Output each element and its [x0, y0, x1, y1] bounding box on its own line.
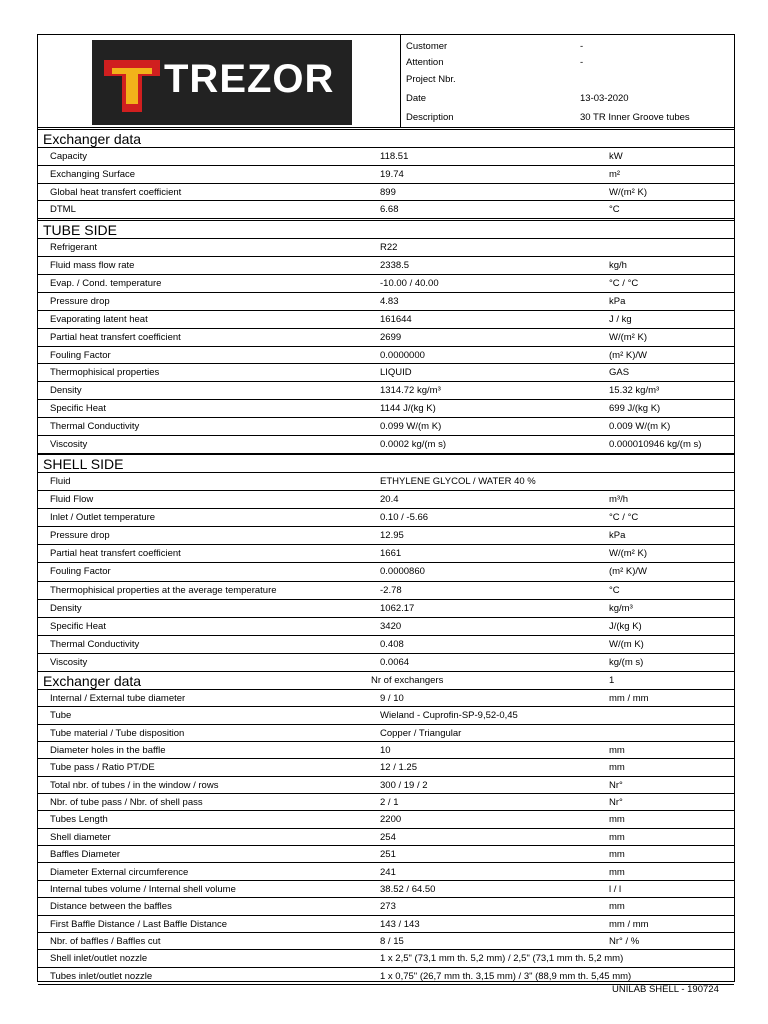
table-row: [38, 916, 734, 933]
row-unit: W/(m² K): [609, 331, 647, 343]
row-value: 0.10 / -5.66: [380, 512, 429, 524]
row-unit: m³/h: [609, 494, 628, 506]
table-row: [38, 898, 734, 915]
row-unit: kW: [609, 151, 623, 162]
table-row: [38, 527, 734, 545]
logo-text: TREZOR: [164, 57, 335, 101]
row-label: Shell diameter: [50, 831, 111, 843]
nr-exchangers-label: Nr of exchangers: [371, 675, 444, 686]
row-unit: mm: [609, 831, 625, 843]
row-value: 9 / 10: [380, 693, 404, 704]
table-row: [38, 491, 734, 509]
table-row: [38, 654, 734, 672]
nr-exchangers-value: 1: [609, 675, 615, 686]
table-row: [38, 829, 734, 846]
table-row: [38, 600, 734, 618]
row-value: 0.0064: [380, 656, 410, 668]
table-row: [38, 166, 734, 184]
row-unit: mm: [609, 901, 625, 913]
customer-value: -: [580, 41, 584, 52]
row-unit: °C: [609, 204, 620, 216]
row-label: Shell inlet/outlet nozzle: [50, 953, 148, 965]
row-label: Partial heat transfert coefficient: [50, 548, 181, 560]
table-row: [38, 690, 734, 707]
section-title: Exchanger data: [43, 131, 142, 147]
row-label: Specific Heat: [50, 403, 106, 415]
row-label: Nbr. of baffles / Baffles cut: [50, 935, 161, 947]
row-value: 0.0000000: [380, 349, 425, 361]
attention-value: -: [580, 57, 584, 68]
row-unit: mm / mm: [609, 918, 649, 930]
row-value: 273: [380, 901, 396, 913]
row-label: First Baffle Distance / Last Baffle Distance: [50, 918, 228, 930]
row-label: Density: [50, 602, 82, 614]
row-label: Pressure drop: [50, 530, 110, 542]
section-tube-side: [38, 220, 734, 239]
row-value: 2338.5: [380, 259, 410, 271]
row-label: Total nbr. of tubes / in the window / rows: [50, 779, 219, 791]
row-value: 20.4: [380, 494, 399, 506]
table-row: [38, 811, 734, 828]
row-unit: mm: [609, 745, 625, 757]
row-unit: mm / mm: [609, 693, 649, 704]
footer-text: UNILAB SHELL - 190724: [612, 984, 719, 995]
row-unit: 0.009 W/(m K): [609, 421, 671, 433]
row-unit: J/(kg K): [609, 620, 642, 632]
customer-label: Customer: [406, 41, 448, 52]
table-row: [38, 950, 734, 967]
table-row: [38, 777, 734, 794]
table-row: [38, 400, 734, 418]
section-title: SHELL SIDE: [43, 456, 124, 472]
table-row: [38, 311, 734, 329]
row-label: Internal / External tube diameter: [50, 693, 186, 704]
table-row: [38, 293, 734, 311]
row-value: 1144 J/(kg K): [380, 403, 436, 415]
row-label: Internal tubes volume / Internal shell volume: [50, 883, 236, 895]
row-label: Tubes inlet/outlet nozzle: [50, 970, 153, 982]
row-value: LIQUID: [380, 367, 412, 379]
row-value: 38.52 / 64.50: [380, 883, 436, 895]
row-label: Fluid Flow: [50, 494, 94, 506]
row-unit: GAS: [609, 367, 630, 379]
table-row: [38, 707, 734, 724]
row-value: 0.099 W/(m K): [380, 421, 442, 433]
row-value: 1661: [380, 548, 402, 560]
table-row: [38, 364, 734, 382]
row-label: Fluid mass flow rate: [50, 259, 135, 271]
table-row: [38, 473, 734, 491]
row-label: Capacity: [50, 151, 87, 162]
section-title: TUBE SIDE: [43, 222, 117, 238]
row-value: 12.95: [380, 530, 404, 542]
table-row: [38, 201, 734, 219]
row-label: Viscosity: [50, 656, 88, 668]
row-unit: W/(m K): [609, 638, 644, 650]
row-label: DTML: [50, 204, 76, 216]
table-row: [38, 846, 734, 863]
row-value: 1062.17: [380, 602, 415, 614]
row-unit: kg/h: [609, 259, 627, 271]
table-row: [38, 382, 734, 400]
row-unit: Nr°: [609, 779, 623, 791]
row-value: 899: [380, 186, 396, 198]
row-unit: m²: [609, 168, 621, 180]
row-label: Fouling Factor: [50, 349, 111, 361]
table-row: [38, 759, 734, 776]
row-label: Tube material / Tube disposition: [50, 727, 185, 739]
row-value: Copper / Triangular: [380, 727, 462, 739]
section-title: Exchanger data: [43, 673, 142, 689]
row-unit: l / l: [609, 883, 622, 895]
row-value: 0.0002 kg/(m s): [380, 439, 446, 451]
table-row: [38, 636, 734, 654]
row-label: Thermophisical properties: [50, 367, 160, 379]
row-value: 4.83: [380, 295, 399, 307]
table-row: [38, 509, 734, 527]
table-row: [38, 329, 734, 347]
row-value: 12 / 1.25: [380, 762, 417, 774]
row-value: 251: [380, 849, 396, 861]
table-row: [38, 881, 734, 898]
row-label: Exchanging Surface: [50, 168, 136, 180]
table-row: [38, 148, 734, 166]
row-unit: kPa: [609, 530, 626, 542]
table-row: [38, 184, 734, 202]
row-value: -10.00 / 40.00: [380, 277, 439, 289]
row-unit: kg/(m s): [609, 656, 644, 668]
table-row: [38, 968, 734, 985]
description-value: 30 TR Inner Groove tubes: [580, 112, 690, 123]
row-value: 2699: [380, 331, 402, 343]
row-unit: °C / °C: [609, 512, 639, 524]
table-row: [38, 864, 734, 881]
row-label: Nbr. of tube pass / Nbr. of shell pass: [50, 797, 203, 809]
row-value: 0.408: [380, 638, 404, 650]
row-label: Tubes Length: [50, 814, 108, 826]
table-row: [38, 725, 734, 742]
logo-mark-icon: [102, 54, 162, 114]
section-shell-side: [38, 454, 734, 473]
table-row: [38, 275, 734, 293]
row-value: 1 x 0,75" (26,7 mm th. 3,15 mm) / 3" (88,9 mm th. 5,45 mm): [380, 970, 632, 982]
table-row: [38, 618, 734, 636]
section-exchanger-data: [38, 129, 734, 148]
row-label: Inlet / Outlet temperature: [50, 512, 156, 524]
row-value: 6.68: [380, 204, 399, 216]
row-label: Partial heat transfert coefficient: [50, 331, 181, 343]
row-value: 3420: [380, 620, 402, 632]
row-unit: J / kg: [609, 313, 632, 325]
row-label: Thermophisical properties at the average temperature: [50, 584, 277, 596]
row-unit: mm: [609, 762, 625, 774]
row-value: 241: [380, 866, 396, 878]
row-unit: W/(m² K): [609, 186, 647, 198]
table-row: [38, 563, 734, 581]
table-row: [38, 794, 734, 811]
row-value: 300 / 19 / 2: [380, 779, 428, 791]
row-unit: W/(m² K): [609, 548, 647, 560]
row-unit: 15.32 kg/m³: [609, 385, 660, 397]
company-logo: [92, 40, 352, 125]
date-label: Date: [406, 93, 427, 104]
table-row: [38, 545, 734, 563]
row-value: 2 / 1: [380, 797, 399, 809]
row-label: Thermal Conductivity: [50, 421, 140, 433]
row-label: Pressure drop: [50, 295, 110, 307]
project-label: Project Nbr.: [406, 74, 456, 85]
table-row: [38, 239, 734, 257]
row-value: -2.78: [380, 584, 402, 596]
row-label: Viscosity: [50, 439, 88, 451]
row-unit: °C / °C: [609, 277, 639, 289]
row-label: Evaporating latent heat: [50, 313, 148, 325]
table-row: [38, 418, 734, 436]
row-unit: Nr°: [609, 797, 623, 809]
row-label: Global heat transfert coefficient: [50, 186, 182, 198]
row-label: Diameter holes in the baffle: [50, 745, 166, 757]
row-unit: 0.000010946 kg/(m s): [609, 439, 702, 451]
table-row: [38, 347, 734, 365]
row-value: ETHYLENE GLYCOL / WATER 40 %: [380, 476, 536, 487]
row-label: Fluid: [50, 476, 71, 487]
row-value: 118.51: [380, 151, 409, 162]
row-value: 254: [380, 831, 396, 843]
row-label: Baffles Diameter: [50, 849, 121, 861]
row-unit: kPa: [609, 295, 626, 307]
table-row: [38, 582, 734, 600]
section-exchanger-geometry: [38, 671, 734, 690]
header-block: [38, 35, 734, 128]
row-unit: °C: [609, 584, 620, 596]
row-label: Tube: [50, 710, 72, 722]
row-unit: (m² K)/W: [609, 566, 647, 578]
row-value: 1 x 2,5" (73,1 mm th. 5,2 mm) / 2,5" (73,1 mm th. 5,2 mm): [380, 953, 624, 965]
row-value: 10: [380, 745, 391, 757]
row-value: 143 / 143: [380, 918, 420, 930]
row-value: 2200: [380, 814, 402, 826]
row-unit: mm: [609, 866, 625, 878]
row-value: 8 / 15: [380, 935, 404, 947]
description-label: Description: [406, 112, 454, 123]
row-label: Fouling Factor: [50, 566, 111, 578]
row-unit: kg/m³: [609, 602, 633, 614]
row-label: Specific Heat: [50, 620, 106, 632]
date-value: 13-03-2020: [580, 93, 629, 104]
attention-label: Attention: [406, 57, 444, 68]
table-row: [38, 742, 734, 759]
row-unit: mm: [609, 849, 625, 861]
row-label: Thermal Conductivity: [50, 638, 140, 650]
row-value: 0.0000860: [380, 566, 425, 578]
row-unit: mm: [609, 814, 625, 826]
row-unit: (m² K)/W: [609, 349, 647, 361]
row-unit: 699 J/(kg K): [609, 403, 661, 415]
row-label: Distance between the baffles: [50, 901, 172, 913]
row-value: 1314.72 kg/m³: [380, 385, 441, 397]
row-label: Diameter External circumference: [50, 866, 189, 878]
row-label: Refrigerant: [50, 242, 97, 253]
row-value: 19.74: [380, 168, 404, 180]
table-row: [38, 436, 734, 454]
row-value: 161644: [380, 313, 412, 325]
datasheet: [37, 34, 735, 982]
header-divider: [400, 35, 401, 127]
row-label: Density: [50, 385, 82, 397]
row-label: Tube pass / Ratio PT/DE: [50, 762, 155, 774]
row-label: Evap. / Cond. temperature: [50, 277, 162, 289]
row-unit: Nr° / %: [609, 935, 640, 947]
table-row: [38, 257, 734, 275]
row-value: R22: [380, 242, 398, 253]
table-row: [38, 933, 734, 950]
row-value: Wieland - Cuprofin-SP-9,52-0,45: [380, 710, 518, 722]
